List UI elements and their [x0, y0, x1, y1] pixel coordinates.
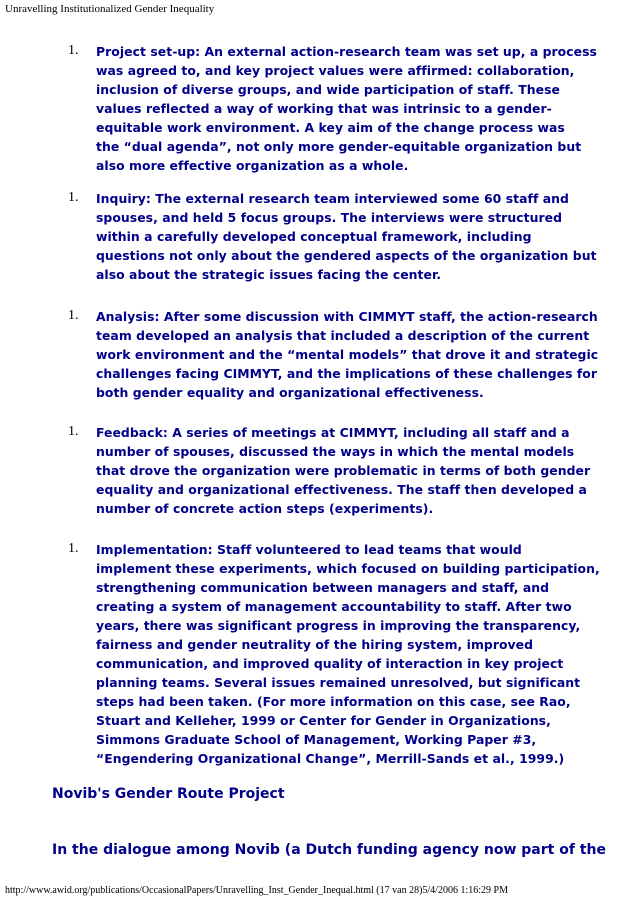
list-number: 1.	[68, 43, 79, 58]
list-number: 1.	[68, 308, 79, 323]
list-number: 1.	[68, 541, 79, 556]
list-item-analysis	[68, 307, 599, 402]
list-item-text	[96, 189, 597, 284]
list-item-implementation	[68, 540, 600, 768]
text-line: Implementation: Staff volunteered to lead teams that would	[96, 542, 522, 557]
text-line: number of spouses, discussed the ways in which the mental models	[96, 444, 575, 459]
page-header-title: Unravelling Institutionalized Gender Inequality	[5, 3, 215, 15]
text-line: was agreed to, and key project values were affirmed: collaboration,	[96, 63, 575, 78]
section-intro-text: In the dialogue among Novib (a Dutch funding agency now part of the	[52, 842, 606, 858]
text-line: steps had been taken. (For more information on this case, see Rao,	[96, 694, 571, 709]
list-item-text	[96, 540, 600, 768]
list-item-text	[96, 423, 591, 518]
text-line: challenges facing CIMMYT, and the implications of these challenges for	[96, 366, 598, 381]
text-line: years, there was significant progress in improving the transparency,	[96, 618, 581, 633]
text-line: “Engendering Organizational Change”, Merrill-Sands et al., 1999.)	[96, 751, 565, 766]
text-line: fairness and gender neutrality of the hiring system, improved	[96, 637, 534, 652]
text-line: also about the strategic issues facing the center.	[96, 267, 442, 282]
list-number: 1.	[68, 190, 79, 205]
text-line: values reflected a way of working that was intrinsic to a gender-	[96, 101, 552, 116]
list-item-text	[96, 42, 597, 175]
text-line: inclusion of diverse groups, and wide participation of staff. These	[96, 82, 560, 97]
list-item-project-setup	[68, 42, 597, 175]
list-item-inquiry	[68, 189, 597, 284]
section-heading: Novib's Gender Route Project	[52, 786, 285, 802]
list-item-feedback	[68, 423, 591, 518]
text-line: Feedback: A series of meetings at CIMMYT, including all staff and a	[96, 425, 570, 440]
text-line: creating a system of management accountability to staff. After two	[96, 599, 572, 614]
list-item-text	[96, 307, 599, 402]
text-line: questions not only about the gendered aspects of the organization but	[96, 248, 597, 263]
text-line: equality and organizational effectiveness. The staff then developed a	[96, 482, 587, 497]
text-line: strengthening communication between managers and staff, and	[96, 580, 550, 595]
text-line: number of concrete action steps (experiments).	[96, 501, 434, 516]
text-line: that drove the organization were problematic in terms of both gender	[96, 463, 591, 478]
text-line: Inquiry: The external research team interviewed some 60 staff and	[96, 191, 569, 206]
page-footer-url: http://www.awid.org/publications/OccasionalPapers/Unravelling_Inst_Gender_Inequal.html (17 van 28)5/4/2006 1:16:29 PM	[5, 885, 508, 896]
text-line: spouses, and held 5 focus groups. The interviews were structured	[96, 210, 562, 225]
list-number: 1.	[68, 424, 79, 439]
text-line: equitable work environment. A key aim of the change process was	[96, 120, 565, 135]
text-line: within a carefully developed conceptual framework, including	[96, 229, 532, 244]
text-line: planning teams. Several issues remained unresolved, but significant	[96, 675, 581, 690]
text-line: work environment and the “mental models” that drove it and strategic	[96, 347, 599, 362]
text-line: Stuart and Kelleher, 1999 or Center for Gender in Organizations,	[96, 713, 551, 728]
text-line: Analysis: After some discussion with CIMMYT staff, the action-research	[96, 309, 598, 324]
text-line: also more effective organization as a whole.	[96, 158, 409, 173]
text-line: implement these experiments, which focused on building participation,	[96, 561, 600, 576]
text-line: team developed an analysis that included a description of the current	[96, 328, 590, 343]
text-line: Simmons Graduate School of Management, Working Paper #3,	[96, 732, 537, 747]
text-line: both gender equality and organizational effectiveness.	[96, 385, 484, 400]
text-line: the “dual agenda”, not only more gender-equitable organization but	[96, 139, 582, 154]
text-line: Project set-up: An external action-research team was set up, a process	[96, 44, 597, 59]
text-line: communication, and improved quality of interaction in key project	[96, 656, 564, 671]
